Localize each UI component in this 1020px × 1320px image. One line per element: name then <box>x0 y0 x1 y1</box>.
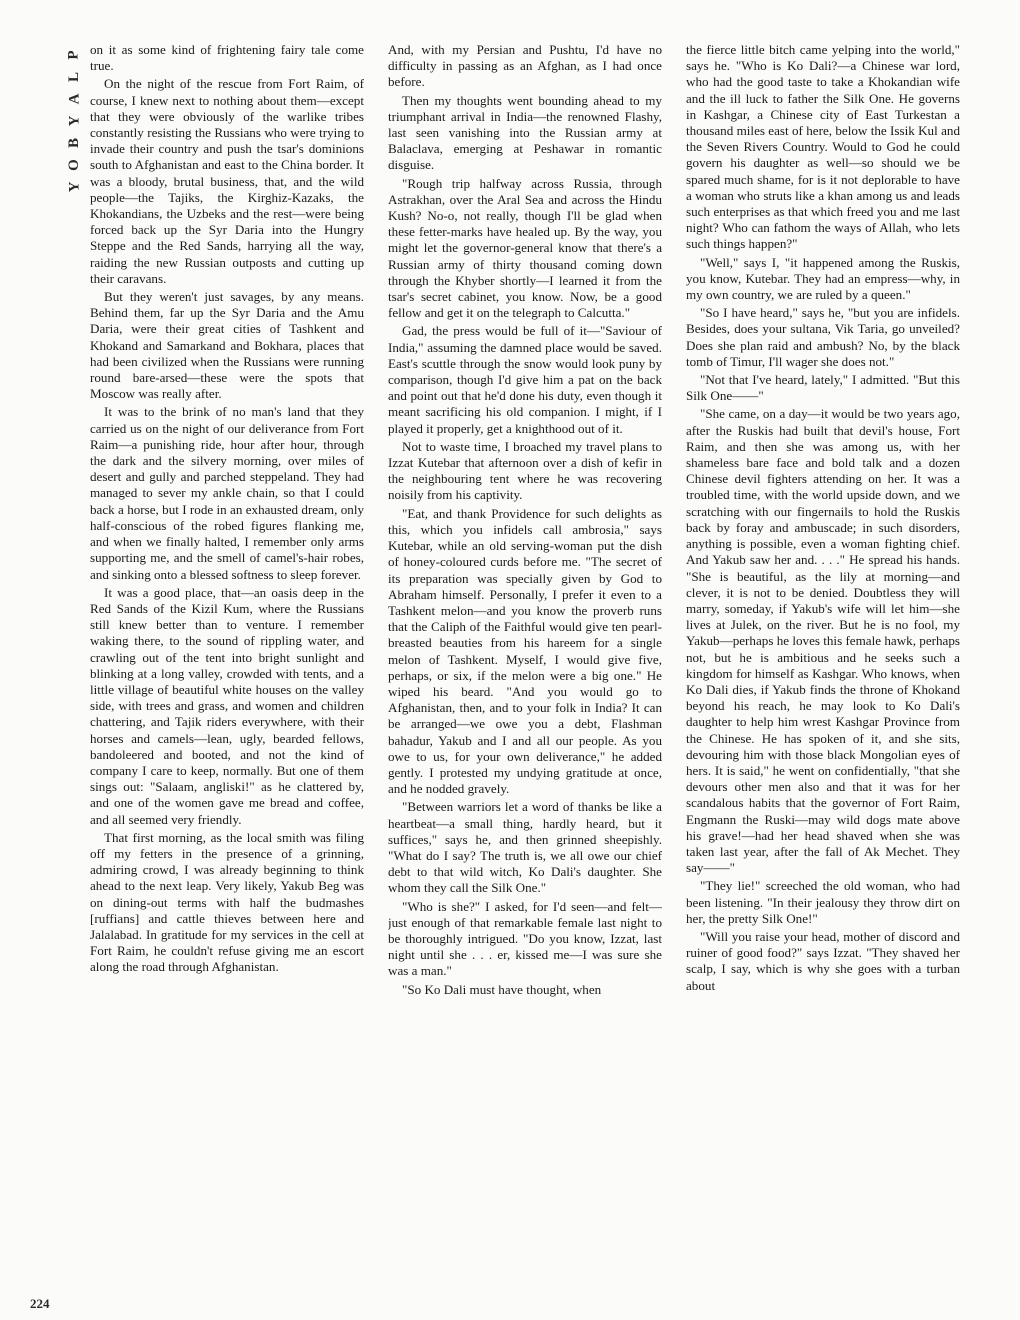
paragraph: "Eat, and thank Providence for such delights as this, which you infidels call ambrosia," says Kutebar, while an old serving-woman put the dish of honey-coloured curds before me. "The secret of its preparation was specially given by God to Abraham himself. Personally, I prefer it even to a Tashkent melon—and you know the proverb runs that the Caliph of the Faithful would give ten pearl-breasted beauties from his hareem for a single melon of Tashkent. Myself, I would give five, perhaps, or six, if the melon were a big one." He wiped his beard. "And you would go to Afghanistan, then, and to your folk in India? It can be arranged—we owe you a debt, Flashman bahadur, Yakub and I and all our people. As you owe to us, for your own deliverance," he added gently. I protested my undying gratitude at once, and he nodded gravely. <box>388 505 662 797</box>
paragraph: "Will you raise your head, mother of discord and ruiner of good food?" says Izzat. "They shaved her scalp, I say, which is why she goes with a turban about <box>686 928 960 993</box>
paragraph: "Well," says I, "it happened among the Ruskis, you know, Kutebar. They had an empress—why, in my own country, we are ruled by a queen." <box>686 254 960 303</box>
text-column-2 <box>388 42 662 1304</box>
masthead-letter: O <box>65 159 82 171</box>
paragraph: "Not that I've heard, lately," I admitted. "But this Silk One——" <box>686 372 960 404</box>
paragraph: Not to waste time, I broached my travel plans to Izzat Kutebar that afternoon over a dish of kefir in the neighbouring tent where he was recovering noisily from his captivity. <box>388 438 662 503</box>
masthead-letter: P <box>65 50 82 60</box>
paragraph: But they weren't just savages, by any means. Behind them, far up the Syr Daria and the Amu Daria, were their great cities of Tashkent and Khokand and Samarkand and Bokhara, places that had been civilized when the Russians were running round bare-arsed—these were the spots that Moscow was really after. <box>90 289 364 402</box>
paragraph: It was to the brink of no man's land that they carried us on the night of our deliverance from Fort Raim—a punishing ride, hour after hour, through the dark and the silvery morning, over miles of desert and gully and parched steppeland. They had managed to sever my ankle chain, so that I could back a horse, but I rode in an exhausted dream, only half-conscious of the robed figures flanking me, and when we finally halted, I remember only arms supporting me, and the smell of camel's-hair robes, and sinking onto a blessed softness to sleep forever. <box>90 404 364 582</box>
paragraph: "Between warriors let a word of thanks be like a heartbeat—a small thing, hardly heard, but it suffices," says he, and then grinned sheepishly. "What do I say? The truth is, we all owe our chief debt to that wild witch, Ko Dali's daughter. She whom they call the Silk One." <box>388 799 662 896</box>
paragraph: "Who is she?" I asked, for I'd seen—and felt—just enough of that remarkable female last night to be thoroughly intrigued. "Do you know, Izzat, last night until she . . . er, kissed me—I was sure she was a man." <box>388 898 662 979</box>
magazine-masthead <box>64 44 84 198</box>
paragraph: "So I have heard," says he, "but you are infidels. Besides, does your sultana, Vik Taria, go unveiled? Does she plan raid and ambush? No, by the black tomb of Timur, I'll wager she does not." <box>686 305 960 369</box>
paragraph: Gad, the press would be full of it—"Saviour of India," assuming the damned place would be saved. East's scuttle through the snow would look puny by comparison, though I'd give him a pat on the back and point out that he'd done his duty, even though it meant sacrificing his old companion. I might, if I played it properly, get a knighthood out of it. <box>388 323 662 436</box>
masthead-letter: L <box>65 71 82 83</box>
paragraph: And, with my Persian and Pushtu, I'd have no difficulty in passing as an Afghan, as I had once before. <box>388 42 662 90</box>
masthead-letter: Y <box>66 115 82 127</box>
paragraph: Then my thoughts went bounding ahead to my triumphant arrival in India—the renowned Flashy, last seen vanishing into the Russian army at Balaclava, emerging at Peshawar in romantic disguise. <box>388 92 662 173</box>
paragraph: "They lie!" screeched the old woman, who had been listening. "In their jealousy they throw dirt on her, the pretty Silk One!" <box>686 878 960 926</box>
paragraph: On the night of the rescue from Fort Raim, of course, I knew next to nothing about them—except that they were obviously of the warlike tribes constantly resisting the Russians who were trying to invade their country and push the tsar's dominions south to Afghanistan and east to the China border. It was a bloody, brutal business, that, and the wild people—the Tajiks, the Kirghiz-Kazaks, the Khokandians, the Uzbeks and the rest—were being forced back up the Syr Daria into the Hungry Steppe and the Red Sands, harrying all the way, raiding the new Russian outposts and cutting up their caravans. <box>90 76 364 286</box>
paragraph: It was a good place, that—an oasis deep in the Red Sands of the Kizil Kum, where the Russians still knew better than to venture. I remember waking there, to the sound of rippling water, and crawling out of the tent into bright sunlight and blinking at a long valley, crowded with tents, and a little village of beautiful white houses on the valley side, with trees and grass, and women and children chattering, and Tajik riders everywhere, with their horses and camels—lean, ugly, bearded fellows, bandoleered and booted, and not the kind of company I care to keep, normally. But one of them sings out: "Salaam, angliski!" as he clattered by, and one of the women gave me bread and coffee, and all seemed very friendly. <box>90 584 364 827</box>
paragraph: "So Ko Dali must have thought, when <box>402 981 602 997</box>
paragraph: "Rough trip halfway across Russia, through Astrakhan, over the Aral Sea and across the Hindu Kush? No-o, not really, though I'll be glad when these fetter-marks have healed up. By the way, you might let the governor-general know that there's a Russian army of thirty thousand coming down through the Khyber shortly—I learned it from the tsar's secret cabinet, you know. Now, be a good fellow and get it on the telegraph to Calcutta." <box>388 175 662 321</box>
text-column-3 <box>686 42 960 1304</box>
paragraph: on it as some kind of frightening fairy tale come true. <box>90 42 364 74</box>
paragraph: That first morning, as the local smith was filing off my fetters in the presence of a grinning, admiring crowd, I was already beginning to think ahead to the next leap. Very likely, Yakub Beg was on dining-out terms with half the budmashes [ruffians] and cattle thieves between here and Jalalabad. In gratitude for my services in the cell at Fort Raim, he couldn't refuse giving me an escort along the road through Afghanistan. <box>90 829 364 975</box>
text-column-1 <box>90 42 364 1304</box>
paragraph: the fierce little bitch came yelping into the world," says he. "Who is Ko Dali?—a Chinese war lord, who had the good taste to take a Khokandian wife and the ill luck to father the Silk One. He governs in Kashgar, a Chinese city of East Turkestan a thousand miles east of here, below the Issik Kul and the Seven Rivers Country. Would to God he could govern his daughter as well—so should we be spared much shame, for is it not deplorable to have a woman who struts like a khan among us and leads such enterprises as that which freed you and me last night? Who can fathom the ways of Allah, who lets such things happen?" <box>686 42 960 252</box>
masthead-letter: B <box>65 137 82 149</box>
masthead-letter: A <box>66 93 82 105</box>
article-body <box>90 42 960 1304</box>
masthead-letter: Y <box>66 181 82 193</box>
page-number: 224 <box>30 1296 50 1311</box>
paragraph: "She came, on a day—it would be two years ago, after the Ruskis had built that devil's house, Fort Raim, and then she was among us, with her shameless bare face and bold talk and a dozen Chinese devil fighters attending on her. It was a troubled time, with the world upside down, and we scratching with our fingernails to hold the Ruskis back by foray and ambuscade; in such disorders, anything is possible, even a woman fighting chief. And Yakub saw her and. . . ." He spread his hands. "She is beautiful, as the lily at morning—and clever, it is not to be denied. Doubtless they will marry, someday, if Yakub's wife will let him—she lives at Julek, on the river. But he is no fool, my Yakub—perhaps he loves this female hawk, perhaps not, but he is ambitious and he seeks such a kingdom for himself as Kashgar. Who knows, when Ko Dali dies, if Yakub finds the throne of Khokand beyond his reach, he may look to Ko Dali's daughter to help him wrest Kashgar Province from the Chinese. He has spoken of it, and she sits, devouring him with those black Mongolian eyes of hers. It is said," he went on confidentially, "that she devours other men also and that it was for her scandalous habits that the governor of Fort Raim, Engmann the Ruski—may wild dogs mate above his grave!—had her head shaved when she was taken last year, after the fall of Ak Mechet. They say——" <box>686 406 960 876</box>
